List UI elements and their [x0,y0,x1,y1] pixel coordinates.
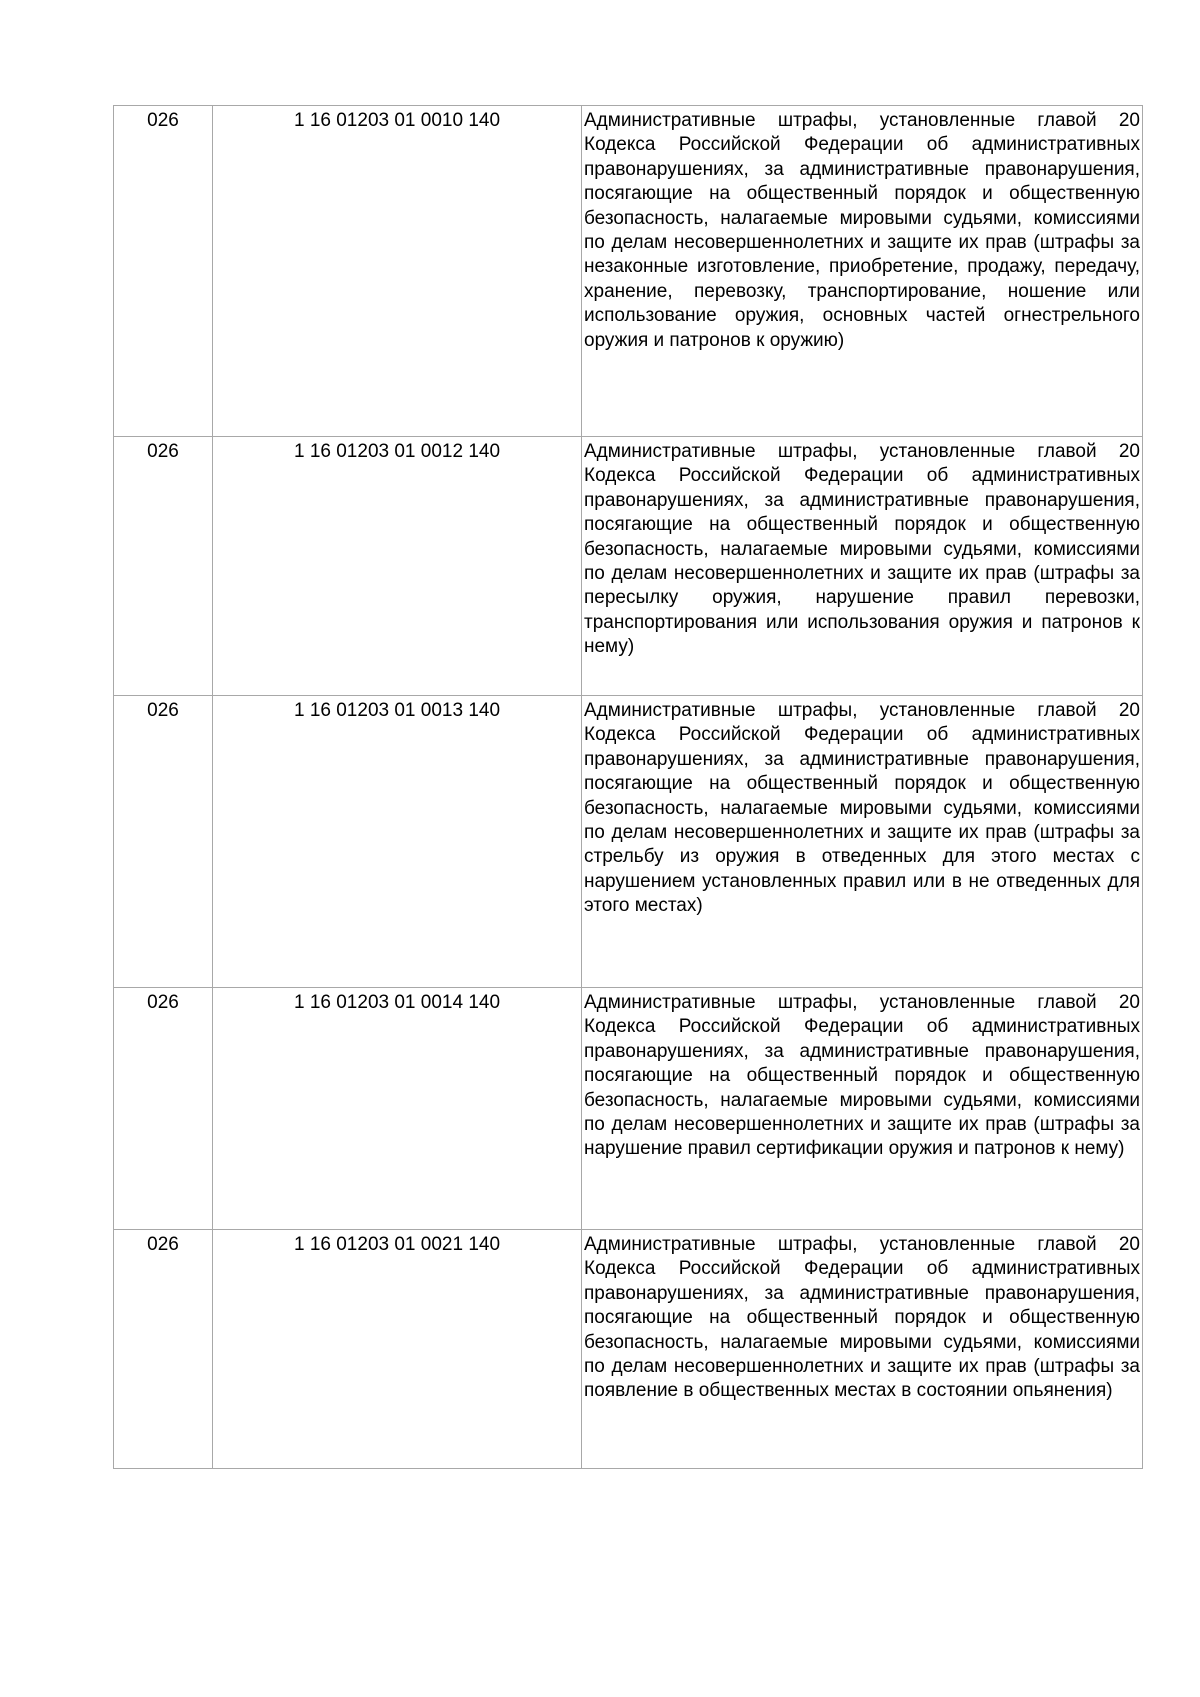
table-row [114,696,1143,988]
budget-code-cell: 1 16 01203 01 0010 140 [213,106,582,437]
table-row [114,106,1143,437]
description-cell: Административные штрафы, установленные главой 20 Кодекса Российской Федерации об административных правонарушениях, за административные правонарушения, посягающие на общественный порядок и общественную безопасность, налагаемые мировыми судьями, комиссиями по делам несовершеннолетних и защите их прав (штрафы за пересылку оружия, нарушение правил перевозки, транспортирования или использования оружия и патронов к нему) [582,437,1143,696]
description-cell: Административные штрафы, установленные главой 20 Кодекса Российской Федерации об административных правонарушениях, за административные правонарушения, посягающие на общественный порядок и общественную безопасность, налагаемые мировыми судьями, комиссиями по делам несовершеннолетних и защите их прав (штрафы за незаконные изготовление, приобретение, продажу, передачу, хранение, перевозку, транспортирование, ношение или использование оружия, основных частей огнестрельного оружия и патронов к оружию) [582,106,1143,437]
description-cell: Административные штрафы, установленные главой 20 Кодекса Российской Федерации об административных правонарушениях, за административные правонарушения, посягающие на общественный порядок и общественную безопасность, налагаемые мировыми судьями, комиссиями по делам несовершеннолетних и защите их прав (штрафы за нарушение правил сертификации оружия и патронов к нему) [582,988,1143,1230]
table-row [114,1230,1143,1469]
admin-code-cell: 026 [114,1230,213,1469]
budget-code-cell: 1 16 01203 01 0012 140 [213,437,582,696]
revenue-codes-table [113,105,1143,1469]
admin-code-cell: 026 [114,437,213,696]
admin-code-cell: 026 [114,696,213,988]
description-cell: Административные штрафы, установленные главой 20 Кодекса Российской Федерации об административных правонарушениях, за административные правонарушения, посягающие на общественный порядок и общественную безопасность, налагаемые мировыми судьями, комиссиями по делам несовершеннолетних и защите их прав (штрафы за появление в общественных местах в состоянии опьянения) [582,1230,1143,1469]
budget-code-cell: 1 16 01203 01 0013 140 [213,696,582,988]
budget-code-cell: 1 16 01203 01 0014 140 [213,988,582,1230]
admin-code-cell: 026 [114,988,213,1230]
table-row [114,988,1143,1230]
budget-code-cell: 1 16 01203 01 0021 140 [213,1230,582,1469]
description-cell: Административные штрафы, установленные главой 20 Кодекса Российской Федерации об административных правонарушениях, за административные правонарушения, посягающие на общественный порядок и общественную безопасность, налагаемые мировыми судьями, комиссиями по делам несовершеннолетних и защите их прав (штрафы за стрельбу из оружия в отведенных для этого местах с нарушением установленных правил или в не отведенных для этого местах) [582,696,1143,988]
admin-code-cell: 026 [114,106,213,437]
table-row [114,437,1143,696]
